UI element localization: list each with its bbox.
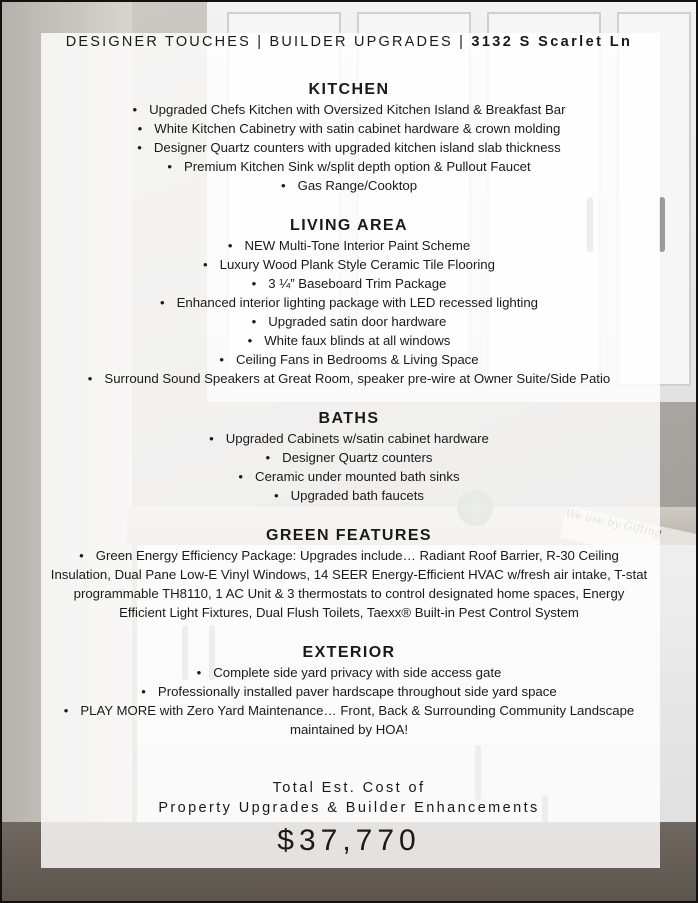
list-item: • Ceiling Fans in Bedrooms & Living Space bbox=[50, 350, 648, 369]
total-cost-block bbox=[0, 778, 698, 858]
property-address: 3132 S Scarlet Ln bbox=[471, 34, 633, 50]
list-item: • Complete side yard privacy with side access gate bbox=[50, 663, 648, 682]
total-label-line2: Property Upgrades & Builder Enhancements bbox=[158, 800, 540, 816]
section-title: LIVING AREA bbox=[290, 217, 408, 234]
section-green-features bbox=[50, 526, 648, 622]
section-baths bbox=[50, 409, 648, 505]
section-kitchen bbox=[50, 80, 648, 195]
total-amount: $37,770 bbox=[277, 824, 421, 857]
upgrades-list bbox=[50, 80, 648, 760]
list-item: • Ceramic under mounted bath sinks bbox=[50, 467, 648, 486]
list-item: • Upgraded Chefs Kitchen with Oversized Kitchen Island & Breakfast Bar bbox=[50, 100, 648, 119]
section-living-area bbox=[50, 216, 648, 388]
list-item: • Premium Kitchen Sink w/split depth option & Pullout Faucet bbox=[50, 157, 648, 176]
section-title: KITCHEN bbox=[308, 81, 390, 98]
list-item: • White faux blinds at all windows bbox=[50, 331, 648, 350]
list-item: • Designer Quartz counters bbox=[50, 448, 648, 467]
list-item: • White Kitchen Cabinetry with satin cabinet hardware & crown molding bbox=[50, 119, 648, 138]
header-tagline: DESIGNER TOUCHES | BUILDER UPGRADES | bbox=[65, 34, 472, 50]
list-item: • Upgraded Cabinets w/satin cabinet hardware bbox=[50, 429, 648, 448]
page-header bbox=[0, 34, 698, 50]
list-item: • Designer Quartz counters with upgraded kitchen island slab thickness bbox=[50, 138, 648, 157]
list-item: • Green Energy Efficiency Package: Upgrades include… Radiant Roof Barrier, R-30 Ceiling Insulation, Dual Pane Low-E Vinyl Windows, 14 SEER Energy-Efficient HVAC w/fresh air intake, T-stat programmable TH8110, 1 AC Unit & 3 thermostats to control designated home spaces, Energy Efficient Light Fixtures, Dual Flush Toilets, Taexx® Built-in Pest Control System bbox=[50, 546, 648, 622]
list-item: • NEW Multi-Tone Interior Paint Scheme bbox=[50, 236, 648, 255]
list-item: • Professionally installed paver hardscape throughout side yard space bbox=[50, 682, 648, 701]
list-item: • Upgraded bath faucets bbox=[50, 486, 648, 505]
list-item: • PLAY MORE with Zero Yard Maintenance… Front, Back & Surrounding Community Landscape maintained by HOA! bbox=[50, 701, 648, 739]
section-title: BATHS bbox=[318, 410, 380, 427]
list-item: • Enhanced interior lighting package with LED recessed lighting bbox=[50, 293, 648, 312]
section-title: GREEN FEATURES bbox=[266, 527, 432, 544]
section-title: EXTERIOR bbox=[302, 644, 396, 661]
total-label-line1: Total Est. Cost of bbox=[272, 780, 426, 796]
list-item: • Upgraded satin door hardware bbox=[50, 312, 648, 331]
list-item: • Luxury Wood Plank Style Ceramic Tile Flooring bbox=[50, 255, 648, 274]
list-item: • Surround Sound Speakers at Great Room, speaker pre-wire at Owner Suite/Side Patio bbox=[50, 369, 648, 388]
section-exterior bbox=[50, 643, 648, 739]
list-item: • Gas Range/Cooktop bbox=[50, 176, 648, 195]
list-item: • 3 ¼” Baseboard Trim Package bbox=[50, 274, 648, 293]
